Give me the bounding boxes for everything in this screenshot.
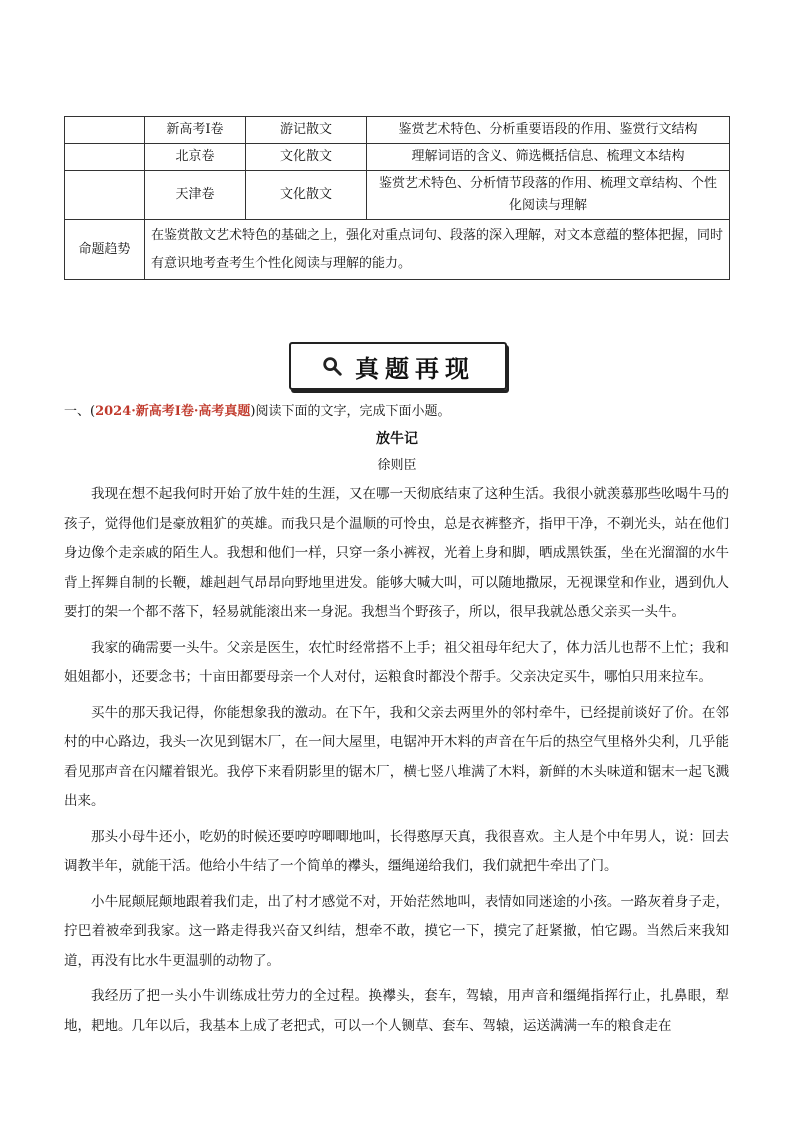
trend-label: 命题趋势 bbox=[65, 220, 145, 280]
question-line bbox=[64, 400, 729, 419]
paragraph: 买牛的那天我记得，你能想象我的激动。在下午，我和父亲去两里外的邻村牵牛，已经提前谈好了价。在邻村的中心路边，我头一次见到锯木厂，在一间大屋里，电锯冲开木料的声音在午后的热空气里格外尖利，几乎能看见那声音在闪耀着银光。我停下来看阴影里的锯木厂，横七竖八堆满了木料，新鲜的木头味道和锯末一起飞溅出来。 bbox=[64, 704, 729, 809]
table-row bbox=[65, 171, 730, 220]
region-cell: 天津卷 bbox=[145, 171, 246, 220]
paragraph: 我经历了把一头小牛训练成壮劳力的全过程。换襻头，套车，驾辕，用声音和缰绳指挥行止，扎鼻眼，犁地，耙地。几年以后，我基本上成了老把式，可以一个人铡草、套车、驾辕，运送满满一车的粮食走在 bbox=[64, 988, 729, 1034]
paragraph: 小牛屁颠屁颠地跟着我们走，出了村才感觉不对，开始茫然地叫，表情如同迷途的小孩。一路灰着身子走，拧巴着被牵到我家。这一路走得我兴奋又纠结，想牵不敢，摸它一下，摸完了赶紧撤，怕它踢。当然后来我知道，再没有比水牛更温驯的动物了。 bbox=[64, 893, 729, 969]
paragraph: 我现在想不起我何时开始了放牛娃的生涯，又在哪一天彻底结束了这种生活。我很小就羡慕那些吆喝牛马的孩子，觉得他们是豪放粗犷的英雄。而我只是个温顺的可怜虫，总是衣裤整齐，指甲干净，不剃光头，站在他们身边像个走亲戚的陌生人。我想和他们一样，只穿一条小裤衩，光着上身和脚，晒成黑铁蛋，坐在光溜溜的水牛背上挥舞自制的长鞭，雄赳赳气昂昂向野地里进发。能够大喊大叫，可以随地撒尿，无视课堂和作业，遇到仇人要打的架一个都不落下，轻易就能滚出来一身泥。我想当个野孩子，所以，很早我就怂恿父亲买一头牛。 bbox=[64, 486, 729, 620]
question-instruction: )阅读下面的文字，完成下面小题。 bbox=[250, 404, 451, 419]
region-cell: 北京卷 bbox=[145, 144, 246, 171]
genre-cell: 文化散文 bbox=[246, 144, 367, 171]
genre-cell: 文化散文 bbox=[246, 171, 367, 220]
paragraph: 我家的确需要一头牛。父亲是医生，农忙时经常搭不上手；祖父祖母年纪大了，体力活儿也帮不上忙；我和姐姐都小，还要念书；十亩田都要母亲一个人对付，运粮食时都没个帮手。父亲决定买牛，哪怕只用来拉车。 bbox=[64, 639, 729, 685]
question-prefix: 一、( bbox=[64, 404, 96, 419]
skills-cell: 鉴赏艺术特色、分析重要语段的作用、鉴赏行文结构 bbox=[367, 117, 730, 144]
trend-row bbox=[65, 220, 730, 280]
skills-cell: 鉴赏艺术特色、分析情节段落的作用、梳理文章结构、个性化阅读与理解 bbox=[367, 171, 730, 220]
table-row bbox=[65, 117, 730, 144]
search-icon bbox=[321, 355, 343, 377]
question-source: 2024·新高考Ⅰ卷·高考真题 bbox=[95, 404, 251, 419]
trend-text: 在鉴赏散文艺术特色的基础之上，强化对重点词句、段落的深入理解，对文本意蕴的整体把握，同时有意识地考查考生个性化阅读与理解的能力。 bbox=[145, 220, 730, 280]
region-cell: 新高考Ⅰ卷 bbox=[145, 117, 246, 144]
exam-analysis-table bbox=[64, 116, 730, 280]
table-row bbox=[65, 144, 730, 171]
skills-cell: 理解词语的含义、筛选概括信息、梳理文本结构 bbox=[367, 144, 730, 171]
genre-cell: 游记散文 bbox=[246, 117, 367, 144]
banner-title: 真题再现 bbox=[355, 353, 475, 383]
empty-cell bbox=[65, 171, 145, 220]
passage-body bbox=[64, 480, 729, 1047]
section-banner bbox=[289, 342, 507, 390]
empty-cell bbox=[65, 144, 145, 171]
paragraph: 那头小母牛还小，吃奶的时候还要哼哼唧唧地叫，长得憨厚天真，我很喜欢。主人是个中年男人，说：回去调教半年，就能干活。他给小牛结了一个简单的襻头，缰绳递给我们，我们就把牛牵出了门。 bbox=[64, 828, 729, 874]
passage-title: 放牛记 bbox=[376, 431, 418, 447]
passage-author: 徐则臣 bbox=[377, 458, 417, 473]
empty-cell bbox=[65, 117, 145, 144]
